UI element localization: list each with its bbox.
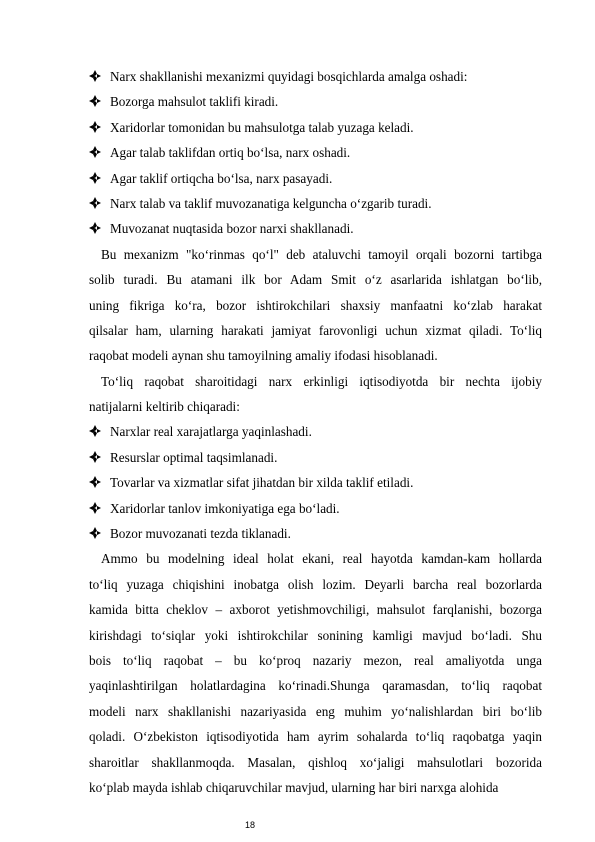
list-item bbox=[89, 419, 542, 444]
list-item bbox=[89, 140, 542, 165]
diamond-bullet-icon bbox=[89, 95, 101, 107]
list-item-text: Bozor muvozanati tezda tiklanadi. bbox=[110, 526, 291, 542]
paragraph-1 bbox=[89, 242, 542, 369]
list-item-text: Resurslar optimal taqsimlanadi. bbox=[110, 449, 278, 465]
list-item-text: Xaridorlar tomonidan bu mahsulotga talab yuzaga keladi. bbox=[110, 119, 414, 135]
list-item-text: Agar talab taklifdan ortiq bo‘lsa, narx oshadi. bbox=[110, 145, 351, 161]
text-line: Ammo bu modelning ideal holat ekani, real hayotda kamdan-kam hollarda bbox=[101, 551, 542, 567]
text-line: natijalarni keltirib chiqaradi: bbox=[89, 399, 240, 415]
list-item-text: Bozorga mahsulot taklifi kiradi. bbox=[110, 94, 279, 110]
diamond-bullet-icon bbox=[89, 197, 101, 209]
diamond-bullet-icon bbox=[89, 70, 101, 82]
list-item bbox=[89, 89, 542, 114]
list-item bbox=[89, 216, 542, 241]
text-line: To‘liq raqobat sharoitidagi narx erkinligi iqtisodiyotda bir nechta ijobiy bbox=[101, 373, 542, 389]
text-line: raqobat modeli aynan shu tamoyilning amaliy ifodasi hisoblanadi. bbox=[89, 348, 438, 364]
text-line: solib turadi. Bu atamani ilk bor Adam Smit o‘z asarlarida ishlatgan bo‘lib, bbox=[89, 272, 542, 288]
text-line: yaqinlashtirilgan holatlardagina ko‘rinadi.Shunga qaramasdan, to‘liq raqobat bbox=[89, 678, 542, 694]
text-line: uning fikriga ko‘ra, bozor ishtirokchilari shaxsiy manfaatni ko‘zlab harakat bbox=[89, 297, 542, 313]
list-item-text: Narx talab va taklif muvozanatiga kelguncha o‘zgarib turadi. bbox=[110, 195, 432, 211]
text-line: qilsalar ham, ularning harakati jamiyat farovonligi uchun xizmat qiladi. To‘liq bbox=[89, 322, 542, 338]
text-line: Bu mexanizm "ko‘rinmas qo‘l" deb ataluvchi tamoyil orqali bozorni tartibga bbox=[101, 246, 542, 262]
bullet-list-2 bbox=[89, 419, 542, 546]
list-item-text: Xaridorlar tanlov imkoniyatiga ega bo‘ladi. bbox=[110, 500, 340, 516]
list-item-text: Muvozanat nuqtasida bozor narxi shakllanadi. bbox=[110, 221, 354, 237]
text-line: sharoitlar shakllanmoqda. Masalan, qishloq xo‘jaligi mahsulotlari bozorida bbox=[89, 754, 542, 770]
diamond-bullet-icon bbox=[89, 146, 101, 158]
text-line: to‘liq yuzaga chiqishini inobatga olish lozim. Deyarli barcha real bozorlarda bbox=[89, 576, 542, 592]
list-item bbox=[89, 521, 542, 546]
text-line: qoladi. O‘zbekiston iqtisodiyotida ham ayrim sohalarda to‘liq raqobatga yaqin bbox=[89, 729, 542, 745]
diamond-bullet-icon bbox=[89, 502, 101, 514]
list-item bbox=[89, 64, 542, 89]
text-line: kamida bitta cheklov – axborot yetishmovchiligi, mahsulot farqlanishi, bozorga bbox=[89, 602, 542, 618]
diamond-bullet-icon bbox=[89, 425, 101, 437]
list-item-text: Narx shakllanishi mexanizmi quyidagi bosqichlarda amalga oshadi: bbox=[110, 69, 468, 84]
text-line: kirishdagi to‘siqlar yoki ishtirokchilar sonining kamligi mavjud bo‘ladi. Shu bbox=[89, 627, 542, 643]
list-item bbox=[89, 445, 542, 470]
list-item-text: Agar taklif ortiqcha bo‘lsa, narx pasayadi. bbox=[110, 170, 333, 186]
text-line: bois to‘liq raqobat – bu ko‘proq nazariy mezon, real amaliyotda unga bbox=[89, 652, 542, 668]
list-item bbox=[89, 115, 542, 140]
diamond-bullet-icon bbox=[89, 476, 101, 488]
diamond-bullet-icon bbox=[89, 121, 101, 133]
diamond-bullet-icon bbox=[89, 222, 101, 234]
list-item bbox=[89, 470, 542, 495]
list-item-text: Tovarlar va xizmatlar sifat jihatdan bir xilda taklif etiladi. bbox=[110, 475, 414, 491]
list-item-text: Narxlar real xarajatlarga yaqinlashadi. bbox=[110, 424, 312, 440]
diamond-bullet-icon bbox=[89, 527, 101, 539]
paragraph-3 bbox=[89, 546, 542, 800]
diamond-bullet-icon bbox=[89, 172, 101, 184]
list-item bbox=[89, 191, 542, 216]
paragraph-2 bbox=[89, 369, 542, 420]
list-item bbox=[89, 166, 542, 191]
list-item bbox=[89, 496, 542, 521]
page-number: 18 bbox=[245, 820, 256, 830]
bullet-list-1 bbox=[89, 64, 542, 242]
text-line: modeli narx shakllanishi nazariyasida eng muhim yo‘nalishlardan biri bo‘lib bbox=[89, 703, 542, 719]
text-line: ko‘plab mayda ishlab chiqaruvchilar mavjud, ularning har biri narxga alohida bbox=[89, 779, 499, 795]
diamond-bullet-icon bbox=[89, 451, 101, 463]
body-text bbox=[89, 64, 542, 800]
